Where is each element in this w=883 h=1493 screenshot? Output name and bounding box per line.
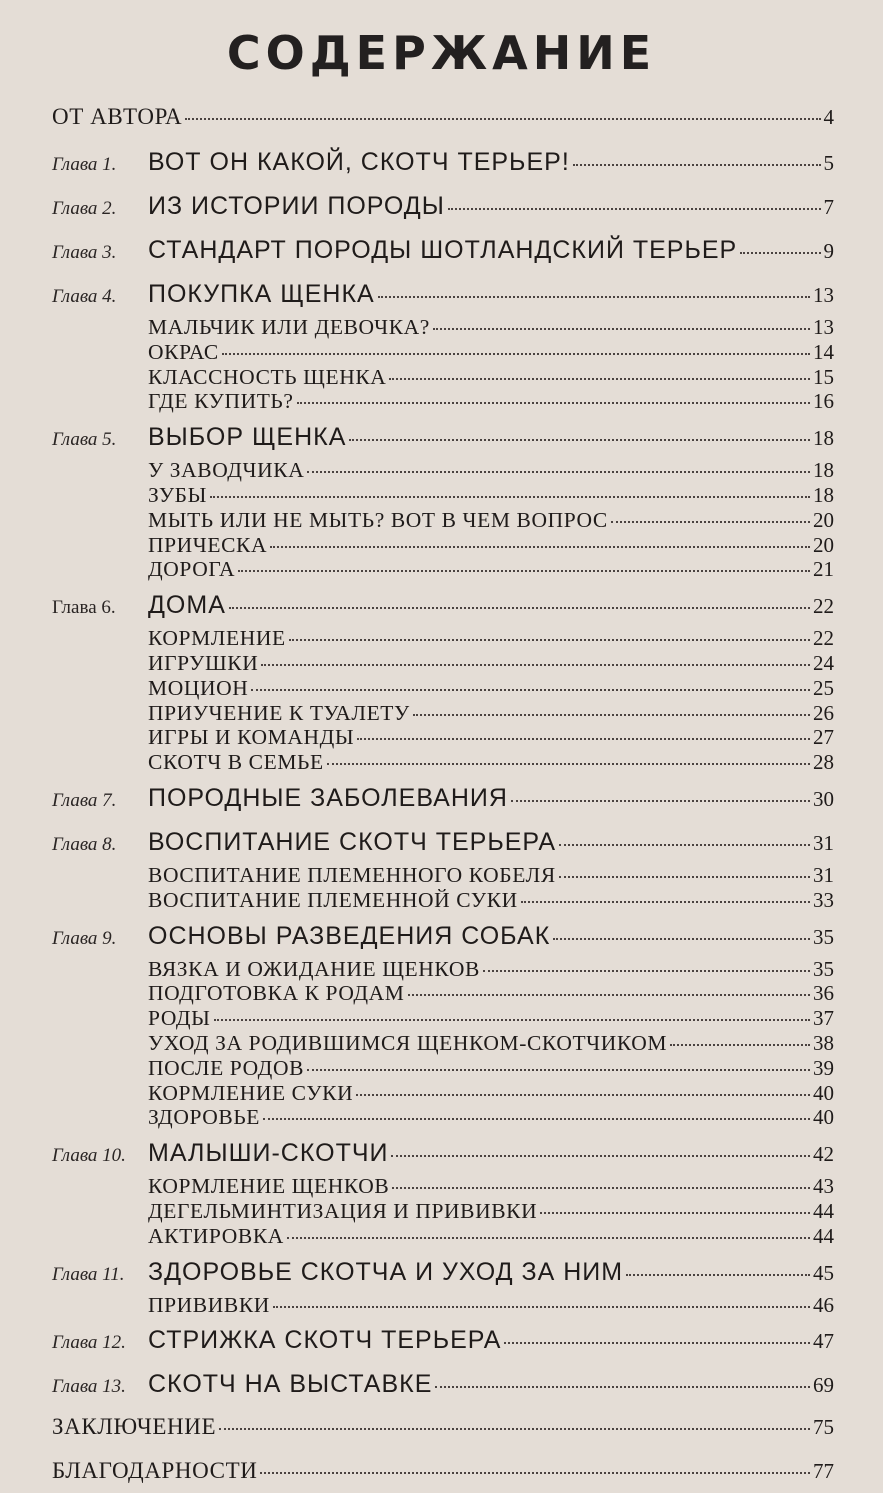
entry-title: КЛАССНОСТЬ ЩЕНКА bbox=[148, 364, 387, 389]
chapter-label: Глава 11. bbox=[52, 1263, 125, 1285]
toc-chapter-entry[interactable] bbox=[52, 148, 834, 183]
toc-chapter-entry[interactable] bbox=[52, 1326, 834, 1361]
page-number: 69 bbox=[813, 1373, 834, 1398]
toc-subentry[interactable] bbox=[52, 508, 834, 533]
page-number: 36 bbox=[813, 981, 834, 1006]
entry-title: КОРМЛЕНИЕ СУКИ bbox=[148, 1080, 354, 1105]
entry-title: ИГРЫ И КОМАНДЫ bbox=[148, 725, 355, 750]
toc-subentry[interactable] bbox=[52, 1006, 834, 1031]
dot-leader bbox=[521, 901, 810, 903]
toc-chapter-entry[interactable] bbox=[52, 828, 834, 863]
entry-title: МОЦИОН bbox=[148, 675, 249, 700]
page-number: 18 bbox=[813, 458, 834, 483]
page-number: 15 bbox=[813, 364, 834, 389]
toc-subentry[interactable] bbox=[52, 725, 834, 750]
entry-title: ДЕГЕЛЬМИНТИЗАЦИЯ И ПРИВИВКИ bbox=[148, 1198, 538, 1223]
toc-spacer bbox=[52, 271, 834, 280]
toc-chapter-entry[interactable] bbox=[52, 1370, 834, 1405]
toc-subentry[interactable] bbox=[52, 458, 834, 483]
dot-leader bbox=[307, 1069, 810, 1071]
dot-leader bbox=[389, 378, 810, 380]
toc-subentry[interactable] bbox=[52, 1031, 834, 1056]
dot-leader bbox=[273, 1306, 810, 1308]
toc-chapter-entry[interactable] bbox=[52, 1414, 834, 1449]
entry-title: ПОРОДНЫЕ ЗАБОЛЕВАНИЯ bbox=[148, 783, 508, 812]
page-number: 31 bbox=[813, 862, 834, 887]
page-number: 7 bbox=[823, 195, 834, 219]
page-number: 18 bbox=[813, 426, 834, 451]
page-number: 33 bbox=[813, 887, 834, 912]
page-number: 35 bbox=[813, 956, 834, 981]
entry-title: ДОМА bbox=[148, 591, 226, 620]
page-number: 75 bbox=[813, 1415, 834, 1440]
entry-title: СТРИЖКА СКОТЧ ТЕРЬЕРА bbox=[148, 1326, 502, 1355]
chapter-label: Глава 4. bbox=[52, 286, 117, 307]
entry-title: ЗУБЫ bbox=[148, 482, 207, 507]
toc-subentry[interactable] bbox=[52, 1174, 834, 1199]
dot-leader bbox=[740, 252, 820, 254]
page-number: 28 bbox=[813, 750, 834, 775]
toc-spacer bbox=[52, 1130, 834, 1139]
entry-title: ПОКУПКА ЩЕНКА bbox=[148, 280, 375, 308]
chapter-label: Глава 13. bbox=[52, 1376, 126, 1398]
entry-title: ЗДОРОВЬЕ СКОТЧА И УХОД ЗА НИМ bbox=[148, 1257, 624, 1286]
page-number: 16 bbox=[813, 389, 834, 414]
dot-leader bbox=[185, 118, 820, 120]
dot-leader bbox=[540, 1212, 810, 1214]
toc-subentry[interactable] bbox=[52, 557, 834, 582]
dot-leader bbox=[214, 1019, 811, 1021]
toc-subentry[interactable] bbox=[52, 701, 834, 726]
page-number: 40 bbox=[813, 1105, 834, 1130]
toc-chapter-entry[interactable] bbox=[52, 591, 834, 626]
table-of-contents bbox=[52, 104, 834, 1493]
page-number: 77 bbox=[813, 1459, 834, 1484]
toc-chapter-entry[interactable] bbox=[52, 104, 834, 139]
page-number: 38 bbox=[813, 1030, 834, 1055]
page-number: 24 bbox=[813, 650, 834, 675]
chapter-label: Глава 8. bbox=[52, 833, 117, 855]
toc-subentry[interactable] bbox=[52, 340, 834, 365]
toc-subentry[interactable] bbox=[52, 888, 834, 913]
toc-subentry[interactable] bbox=[52, 1105, 834, 1130]
page-number: 30 bbox=[813, 786, 834, 811]
dot-leader bbox=[504, 1342, 810, 1344]
toc-subentry[interactable] bbox=[52, 750, 834, 775]
entry-title: РОДЫ bbox=[148, 1006, 211, 1031]
entry-title: ПОДГОТОВКА К РОДАМ bbox=[148, 981, 405, 1006]
entry-title: МАЛЬЧИК ИЛИ ДЕВОЧКА? bbox=[148, 315, 430, 339]
page-number: 39 bbox=[813, 1055, 834, 1080]
dot-leader bbox=[229, 607, 810, 609]
entry-title: УХОД ЗА РОДИВШИМСЯ ЩЕНКОМ-СКОТЧИКОМ bbox=[148, 1030, 668, 1055]
toc-spacer bbox=[52, 775, 834, 784]
page-number: 18 bbox=[813, 482, 834, 507]
dot-leader bbox=[483, 970, 810, 972]
chapter-label: Глава 6. bbox=[52, 597, 116, 619]
toc-spacer bbox=[52, 582, 834, 591]
toc-spacer bbox=[52, 1405, 834, 1414]
chapter-label: Глава 9. bbox=[52, 927, 117, 949]
toc-subentry[interactable] bbox=[52, 1199, 834, 1224]
toc-spacer bbox=[52, 1249, 834, 1258]
dot-leader bbox=[327, 763, 810, 765]
page-number: 13 bbox=[813, 315, 834, 339]
dot-leader bbox=[238, 570, 810, 572]
toc-spacer bbox=[52, 227, 834, 236]
entry-title: ПРИВИВКИ bbox=[148, 1292, 270, 1317]
toc-chapter-entry[interactable] bbox=[52, 1258, 834, 1293]
toc-chapter-entry[interactable] bbox=[52, 236, 834, 271]
toc-spacer bbox=[52, 139, 834, 148]
toc-subentry[interactable] bbox=[52, 1056, 834, 1081]
page-number: 4 bbox=[823, 105, 834, 129]
entry-title: ДОРОГА bbox=[148, 557, 236, 582]
toc-chapter-entry[interactable] bbox=[52, 280, 834, 315]
entry-title: ЗАКЛЮЧЕНИЕ bbox=[52, 1414, 217, 1440]
page-number: 21 bbox=[813, 557, 834, 582]
toc-spacer bbox=[52, 913, 834, 922]
page-number: 27 bbox=[813, 725, 834, 750]
dot-leader bbox=[210, 496, 810, 498]
toc-subentry[interactable] bbox=[52, 1081, 834, 1106]
dot-leader bbox=[559, 844, 810, 846]
dot-leader bbox=[260, 1472, 810, 1474]
entry-title: ВОСПИТАНИЕ ПЛЕМЕННОГО КОБЕЛЯ bbox=[148, 862, 556, 887]
dot-leader bbox=[222, 353, 810, 355]
toc-chapter-entry[interactable] bbox=[52, 784, 834, 819]
page-number: 35 bbox=[813, 924, 834, 949]
chapter-label: Глава 1. bbox=[52, 154, 117, 175]
dot-leader bbox=[573, 164, 821, 166]
dot-leader bbox=[670, 1044, 810, 1046]
toc-spacer bbox=[52, 819, 834, 828]
entry-title: МАЛЫШИ-СКОТЧИ bbox=[148, 1139, 389, 1168]
page-title: СОДЕРЖАНИЕ bbox=[226, 26, 657, 80]
dot-leader bbox=[448, 208, 821, 210]
toc-subentry[interactable] bbox=[52, 981, 834, 1006]
entry-title: ГДЕ КУПИТЬ? bbox=[148, 389, 294, 414]
dot-leader bbox=[553, 938, 810, 940]
entry-title: БЛАГОДАРНОСТИ bbox=[52, 1458, 258, 1484]
toc-subentry[interactable] bbox=[52, 957, 834, 982]
dot-leader bbox=[433, 328, 810, 330]
dot-leader bbox=[261, 664, 810, 666]
page-number: 20 bbox=[813, 532, 834, 557]
chapter-label: Глава 3. bbox=[52, 242, 117, 263]
page-number: 47 bbox=[813, 1329, 834, 1354]
dot-leader bbox=[378, 296, 810, 298]
entry-title: ОКРАС bbox=[148, 339, 219, 364]
chapter-label: Глава 5. bbox=[52, 429, 117, 451]
entry-title: ВЫБОР ЩЕНКА bbox=[148, 423, 347, 452]
entry-title: ИЗ ИСТОРИИ ПОРОДЫ bbox=[148, 192, 445, 220]
entry-title: ВОСПИТАНИЕ СКОТЧ ТЕРЬЕРА bbox=[148, 827, 557, 856]
page-number: 22 bbox=[813, 626, 834, 651]
toc-spacer bbox=[52, 1361, 834, 1370]
entry-title: ПРИУЧЕНИЕ К ТУАЛЕТУ bbox=[148, 700, 410, 725]
toc-subentry[interactable] bbox=[52, 365, 834, 390]
dot-leader bbox=[357, 738, 810, 740]
dot-leader bbox=[289, 639, 810, 641]
entry-title: ВОСПИТАНИЕ ПЛЕМЕННОЙ СУКИ bbox=[148, 887, 518, 912]
dot-leader bbox=[559, 876, 810, 878]
toc-chapter-entry[interactable] bbox=[52, 1458, 834, 1493]
page-number: 13 bbox=[813, 283, 834, 307]
toc-subentry[interactable] bbox=[52, 483, 834, 508]
toc-subentry[interactable] bbox=[52, 533, 834, 558]
entry-title: ЗДОРОВЬЕ bbox=[148, 1105, 261, 1130]
dot-leader bbox=[511, 800, 810, 802]
toc-subentry[interactable] bbox=[52, 676, 834, 701]
toc-spacer bbox=[52, 183, 834, 192]
toc-subentry[interactable] bbox=[52, 1293, 834, 1318]
chapter-label: Глава 10. bbox=[52, 1145, 126, 1167]
entry-title: ОСНОВЫ РАЗВЕДЕНИЯ СОБАК bbox=[148, 921, 551, 950]
page-number: 42 bbox=[813, 1142, 834, 1167]
chapter-label: Глава 2. bbox=[52, 198, 117, 219]
dot-leader bbox=[611, 521, 810, 523]
page-number: 40 bbox=[813, 1080, 834, 1105]
dot-leader bbox=[408, 994, 810, 996]
toc-spacer bbox=[52, 1317, 834, 1326]
dot-leader bbox=[413, 714, 810, 716]
dot-leader bbox=[435, 1386, 810, 1388]
dot-leader bbox=[392, 1187, 810, 1189]
toc-subentry[interactable] bbox=[52, 1224, 834, 1249]
toc-spacer bbox=[52, 1449, 834, 1458]
toc-spacer bbox=[52, 414, 834, 423]
entry-title: СТАНДАРТ ПОРОДЫ ШОТЛАНДСКИЙ ТЕРЬЕР bbox=[148, 236, 738, 264]
toc-chapter-entry[interactable] bbox=[52, 423, 834, 458]
toc-subentry[interactable] bbox=[52, 863, 834, 888]
page-number: 25 bbox=[813, 675, 834, 700]
page-number: 45 bbox=[813, 1260, 834, 1285]
page-number: 14 bbox=[813, 339, 834, 364]
toc-chapter-entry[interactable] bbox=[52, 192, 834, 227]
entry-title: СКОТЧ НА ВЫСТАВКЕ bbox=[148, 1370, 433, 1399]
dot-leader bbox=[307, 471, 810, 473]
entry-title: ПРИЧЕСКА bbox=[148, 532, 268, 557]
chapter-label: Глава 7. bbox=[52, 789, 117, 811]
page-number: 5 bbox=[823, 151, 834, 175]
page-number: 37 bbox=[813, 1006, 834, 1031]
toc-subentry[interactable] bbox=[52, 626, 834, 651]
dot-leader bbox=[263, 1118, 810, 1120]
page-number: 26 bbox=[813, 700, 834, 725]
page-number: 22 bbox=[813, 594, 834, 619]
dot-leader bbox=[297, 402, 810, 404]
entry-title: ОТ АВТОРА bbox=[52, 104, 183, 129]
entry-title: ВЯЗКА И ОЖИДАНИЕ ЩЕНКОВ bbox=[148, 956, 480, 981]
dot-leader bbox=[626, 1274, 810, 1276]
entry-title: КОРМЛЕНИЕ bbox=[148, 626, 286, 651]
entry-title: У ЗАВОДЧИКА bbox=[148, 458, 305, 483]
toc-chapter-entry[interactable] bbox=[52, 1139, 834, 1174]
toc-subentry[interactable] bbox=[52, 651, 834, 676]
dot-leader bbox=[219, 1428, 810, 1430]
page-number: 20 bbox=[813, 507, 834, 532]
chapter-label: Глава 12. bbox=[52, 1332, 126, 1354]
dot-leader bbox=[270, 546, 810, 548]
dot-leader bbox=[356, 1094, 810, 1096]
page-number: 31 bbox=[813, 830, 834, 855]
dot-leader bbox=[251, 689, 810, 691]
entry-title: АКТИРОВКА bbox=[148, 1223, 284, 1248]
entry-title: ВОТ ОН КАКОЙ, СКОТЧ ТЕРЬЕР! bbox=[148, 148, 570, 176]
entry-title: МЫТЬ ИЛИ НЕ МЫТЬ? ВОТ В ЧЕМ ВОПРОС bbox=[148, 507, 608, 532]
entry-title: СКОТЧ В СЕМЬЕ bbox=[148, 750, 324, 775]
dot-leader bbox=[287, 1237, 810, 1239]
dot-leader bbox=[391, 1155, 810, 1157]
entry-title: ПОСЛЕ РОДОВ bbox=[148, 1055, 305, 1080]
page-number: 44 bbox=[813, 1198, 834, 1223]
entry-title: ИГРУШКИ bbox=[148, 650, 259, 675]
toc-subentry[interactable] bbox=[52, 389, 834, 414]
dot-leader bbox=[349, 439, 810, 441]
toc-subentry[interactable] bbox=[52, 315, 834, 340]
page-number: 43 bbox=[813, 1174, 834, 1199]
page-number: 46 bbox=[813, 1292, 834, 1317]
page-number: 9 bbox=[823, 239, 834, 263]
toc-chapter-entry[interactable] bbox=[52, 922, 834, 957]
entry-title: КОРМЛЕНИЕ ЩЕНКОВ bbox=[148, 1174, 390, 1199]
page-number: 44 bbox=[813, 1223, 834, 1248]
